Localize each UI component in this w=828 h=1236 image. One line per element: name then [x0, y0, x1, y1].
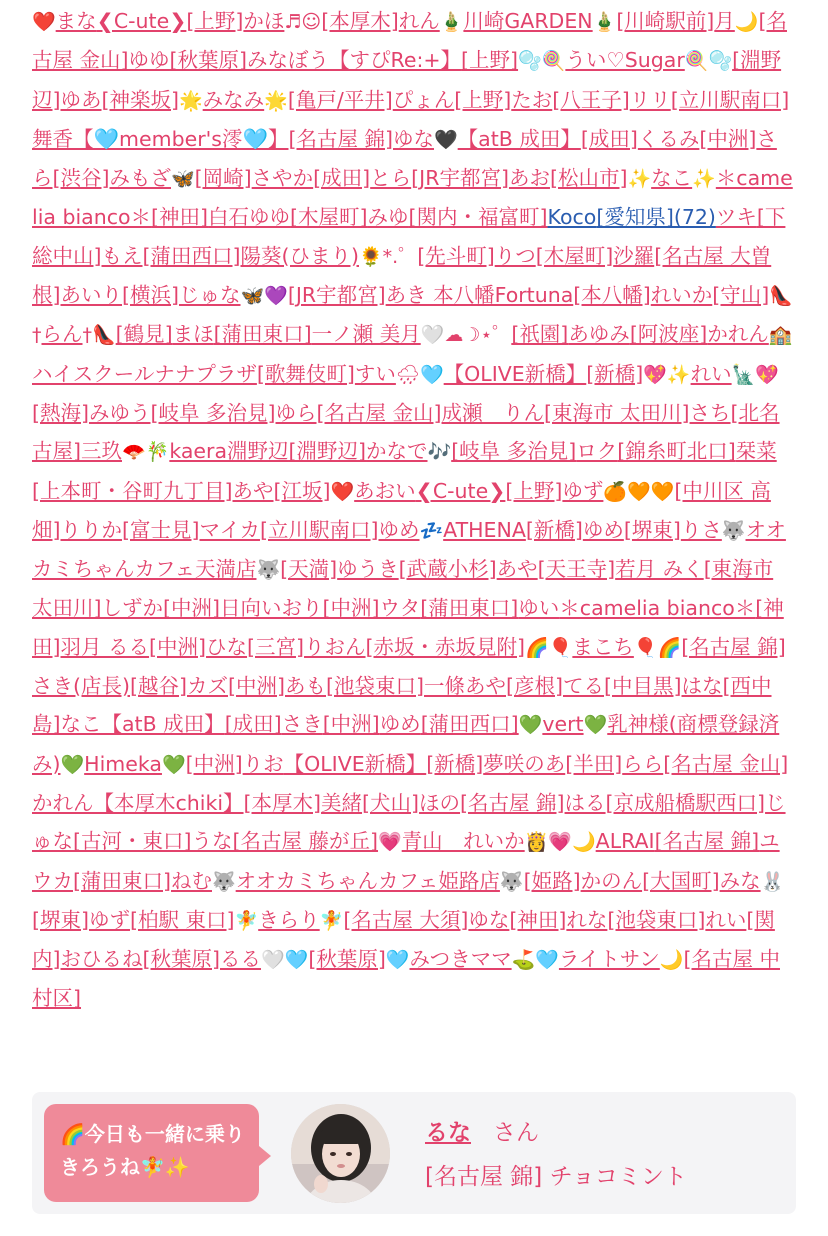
- emoji-icon: 🌙: [734, 11, 759, 33]
- member-link[interactable]: [名古屋 錦]: [654, 829, 760, 854]
- member-link[interactable]: [柏駅 東口]: [130, 907, 235, 932]
- member-link[interactable]: [上野]: [461, 48, 519, 73]
- member-link[interactable]: ゆうき: [337, 557, 399, 582]
- member-link[interactable]: Koco: [547, 205, 597, 230]
- emoji-icon: 👸💗🌙: [524, 831, 596, 854]
- member-link[interactable]: 羽月 るる: [60, 634, 150, 659]
- member-link[interactable]: ❮C-ute❯: [96, 9, 187, 33]
- member-link[interactable]: 一條あや: [424, 674, 506, 699]
- emoji-icon: 🎍: [439, 11, 464, 33]
- member-link[interactable]: ロク: [576, 439, 618, 464]
- member-link[interactable]: [中洲]: [322, 596, 380, 621]
- member-link[interactable]: [中洲]: [699, 126, 757, 151]
- member-link[interactable]: ＊camelia bianco＊: [559, 596, 756, 621]
- member-link[interactable]: あお: [508, 166, 550, 191]
- member-link[interactable]: [天満]: [280, 557, 338, 582]
- member-link[interactable]: おひるね: [60, 947, 143, 972]
- member-link[interactable]: るる: [220, 947, 261, 972]
- member-link[interactable]: たお: [511, 87, 553, 112]
- member-link[interactable]: [名古屋 金山]: [663, 751, 789, 776]
- emoji-icon: ⛳🩵: [511, 949, 559, 972]
- member-link[interactable]: [京成船橋駅西口]: [605, 790, 766, 815]
- member-link[interactable]: [富士見]: [122, 517, 200, 542]
- member-link[interactable]: ユウカ: [32, 829, 780, 893]
- member-link[interactable]: [愛知県](72): [596, 205, 716, 230]
- member-link[interactable]: きらり: [258, 907, 320, 932]
- emoji-icon: ❤️: [32, 11, 56, 33]
- member-link[interactable]: もえ: [101, 243, 143, 268]
- profile-photo-icon: [291, 1104, 390, 1203]
- member-link[interactable]: [名古屋 金山]: [32, 9, 787, 73]
- emoji-icon: 💖✨: [643, 363, 691, 386]
- member-link[interactable]: kaera淵野辺: [169, 439, 289, 464]
- member-link[interactable]: [堺東]: [623, 517, 681, 542]
- member-link[interactable]: [阿波座]: [629, 322, 708, 347]
- member-link[interactable]: [中洲]: [149, 634, 207, 659]
- member-link[interactable]: なこ: [651, 166, 693, 191]
- member-link[interactable]: すい: [354, 361, 396, 386]
- member-link[interactable]: [北名古屋]: [32, 400, 780, 464]
- member-link[interactable]: ウタ: [379, 596, 421, 621]
- member-link[interactable]: かれん: [707, 322, 769, 347]
- member-link[interactable]: りつ: [494, 243, 536, 268]
- member-link[interactable]: 青山 れいか: [401, 829, 525, 854]
- member-link[interactable]: [神楽坂]: [101, 87, 179, 112]
- member-link[interactable]: [渋谷]: [52, 166, 110, 191]
- member-link[interactable]: はな: [681, 674, 723, 699]
- member-link[interactable]: ひな: [206, 634, 248, 659]
- emoji-icon: 🖤: [434, 128, 458, 151]
- emoji-icon: 🪭🎋: [122, 441, 170, 464]
- member-link[interactable]: はる: [564, 790, 606, 815]
- member-link[interactable]: [名古屋 藤が丘]: [232, 829, 379, 854]
- member-link[interactable]: [岐阜 多治見]: [150, 400, 276, 425]
- emoji-icon: 🌙: [659, 949, 684, 972]
- member-link[interactable]: さき(店長): [32, 674, 130, 699]
- member-link[interactable]: まこち: [572, 634, 634, 659]
- member-link[interactable]: みもざ: [109, 166, 171, 191]
- member-link[interactable]: [名古屋 中村区]: [32, 947, 780, 1011]
- member-link[interactable]: ゆい: [518, 596, 560, 621]
- member-link[interactable]: ライトサン: [558, 947, 660, 972]
- member-link[interactable]: リリ: [629, 87, 671, 112]
- member-link[interactable]: 成瀬 りん: [441, 400, 545, 425]
- member-link[interactable]: ゆら: [275, 400, 317, 425]
- member-link[interactable]: マイカ: [199, 517, 260, 542]
- emoji-icon: 💚: [60, 753, 85, 776]
- member-link[interactable]: かれん: [32, 790, 94, 815]
- member-link[interactable]: [彦根]: [506, 674, 563, 699]
- member-link[interactable]: 沙羅: [613, 243, 655, 268]
- member-link[interactable]: ❮C-ute❯: [415, 478, 506, 503]
- member-link[interactable]: みなみ: [202, 87, 265, 112]
- member-link[interactable]: [守山]: [712, 283, 770, 308]
- member-link[interactable]: りりか: [60, 517, 122, 542]
- member-link[interactable]: れい: [705, 907, 747, 932]
- emoji-icon: ☁☽⋆゜: [444, 324, 512, 347]
- member-link[interactable]: [名古屋 大須]: [343, 907, 469, 932]
- member-link[interactable]: かほ: [243, 9, 285, 33]
- honorific: さん: [493, 1120, 539, 1146]
- member-link[interactable]: 一ノ瀬 美月: [311, 322, 421, 347]
- member-link[interactable]: あいり: [60, 283, 122, 308]
- emoji-icon: 🐺: [721, 519, 746, 542]
- member-link[interactable]: 舞香: [32, 126, 73, 151]
- emoji-icon: 🦋: [171, 168, 195, 191]
- emoji-icon: 🍊🧡🧡: [603, 480, 675, 503]
- member-link[interactable]: まほ: [172, 322, 214, 347]
- member-link[interactable]: カズ: [187, 674, 228, 699]
- member-link[interactable]: ゆあ: [60, 87, 102, 112]
- emoji-icon: 🎈🌈: [633, 636, 682, 659]
- member-link[interactable]: さやか: [251, 166, 314, 191]
- member-link[interactable]: まな: [55, 9, 97, 33]
- member-link[interactable]: [成田]: [580, 126, 638, 151]
- member-link[interactable]: [神田]: [32, 596, 784, 659]
- member-link[interactable]: [姫路]: [523, 868, 581, 893]
- member-link[interactable]: らら: [622, 751, 664, 776]
- member-link[interactable]: [秋葉原]: [169, 48, 248, 73]
- member-link[interactable]: [名古屋 錦]: [681, 634, 786, 659]
- member-link[interactable]: [蒲田西口]: [142, 243, 241, 268]
- member-link[interactable]: [木屋町]: [535, 243, 614, 268]
- member-link[interactable]: [中洲]: [322, 712, 380, 737]
- member-link[interactable]: 川崎GARDEN: [463, 9, 593, 33]
- member-link[interactable]: ゆな: [393, 126, 434, 151]
- member-link[interactable]: [犬山]: [362, 790, 420, 815]
- avatar[interactable]: [291, 1104, 390, 1203]
- member-link[interactable]: 月: [714, 9, 735, 33]
- emoji-icon: 🩵: [385, 949, 410, 972]
- member-link[interactable]: [越谷]: [130, 674, 187, 699]
- member-link[interactable]: [神田]: [509, 907, 567, 932]
- member-link[interactable]: みな: [719, 868, 761, 893]
- cast-shop: [名古屋 錦] チョコミント: [425, 1164, 687, 1190]
- member-link[interactable]: 乳神様(商標登録済み): [32, 712, 780, 776]
- emoji-icon: 🦋💜: [240, 285, 288, 308]
- member-link[interactable]: くるみ: [637, 126, 700, 151]
- member-link[interactable]: [錦糸町北口]: [617, 439, 736, 464]
- member-link[interactable]: [西中島]: [32, 674, 772, 737]
- member-link[interactable]: [秋葉原]: [308, 947, 386, 972]
- member-link[interactable]: 【本厚木chiki】: [93, 790, 244, 815]
- member-link[interactable]: とら: [370, 166, 412, 191]
- member-link[interactable]: [中川区 高畑]: [32, 478, 771, 542]
- member-link[interactable]: [蒲田東口]: [420, 596, 519, 621]
- member-link[interactable]: オオカミちゃんカフェ天満店: [32, 517, 786, 582]
- emoji-icon: ✨: [692, 168, 716, 191]
- member-link[interactable]: 【すぴRe:+】: [329, 48, 462, 73]
- member-link[interactable]: うい♡Sugar: [565, 48, 685, 73]
- member-link[interactable]: ゆめ: [379, 712, 421, 737]
- member-link[interactable]: [熱海]: [32, 400, 89, 425]
- member-link[interactable]: あゆみ: [568, 322, 630, 347]
- member-link[interactable]: あも: [285, 674, 326, 699]
- member-link[interactable]: てる: [563, 674, 604, 699]
- emoji-icon: 🏫: [768, 324, 793, 347]
- member-link[interactable]: vert: [542, 712, 584, 737]
- member-link[interactable]: みつきママ: [409, 947, 512, 972]
- emoji-icon: 💚: [161, 753, 186, 776]
- emoji-icon: 💚: [518, 714, 543, 737]
- member-link[interactable]: さち: [689, 400, 731, 425]
- member-link[interactable]: [名古屋 大曽根]: [32, 243, 772, 308]
- member-link[interactable]: [天王寺]: [537, 557, 616, 582]
- emoji-icon: 🐺: [499, 870, 524, 893]
- member-link[interactable]: あや: [232, 478, 274, 503]
- cast-name-link[interactable]: るな: [425, 1120, 471, 1146]
- emoji-icon: 🍭: [684, 50, 709, 73]
- member-link[interactable]: [大国町]: [642, 868, 720, 893]
- member-link[interactable]: ATHENA: [443, 517, 526, 542]
- member-link[interactable]: [三宮]: [247, 634, 305, 659]
- member-link[interactable]: [横浜]: [122, 283, 179, 308]
- member-link[interactable]: じゅな: [32, 790, 786, 854]
- member-link[interactable]: [名古屋 金山]: [316, 400, 442, 425]
- member-link[interactable]: [関内]: [32, 907, 775, 972]
- member-link[interactable]: かのん: [580, 868, 643, 893]
- member-link[interactable]: [成田]: [313, 166, 371, 191]
- member-link[interactable]: りお: [242, 751, 284, 776]
- member-link[interactable]: [名古屋 錦]: [288, 126, 393, 151]
- member-link[interactable]: [池袋東口]: [326, 674, 424, 699]
- member-link[interactable]: [新橋]: [586, 361, 644, 386]
- member-link[interactable]: [上野]: [454, 87, 512, 112]
- emoji-icon: 🗽💖: [731, 363, 779, 386]
- member-link[interactable]: [蒲田西口]: [420, 712, 519, 737]
- member-list: [32, 2, 796, 1018]
- member-link[interactable]: ぴょん: [392, 87, 455, 112]
- member-link[interactable]: りさ: [680, 517, 722, 542]
- member-link[interactable]: [新橋]: [426, 751, 484, 776]
- member-link[interactable]: [蒲田東口]: [213, 322, 312, 347]
- member-link[interactable]: [半田]: [565, 751, 623, 776]
- emoji-icon: 🌻*.゜: [359, 245, 418, 268]
- member-link[interactable]: ゆゆ: [128, 48, 170, 73]
- member-link[interactable]: [中洲]: [163, 596, 220, 621]
- member-link[interactable]: [本八幡]: [573, 283, 651, 308]
- member-link[interactable]: [祇園]: [511, 322, 569, 347]
- member-link[interactable]: 【OLIVE新橋】: [443, 361, 587, 386]
- emoji-icon: 🤍🩵: [261, 949, 309, 972]
- member-link[interactable]: [蒲田東口]: [73, 868, 171, 893]
- member-link[interactable]: うな: [191, 829, 233, 854]
- member-link[interactable]: みゆう: [89, 400, 151, 425]
- emoji-icon: 🎍: [592, 11, 617, 33]
- member-link[interactable]: ほの: [419, 790, 461, 815]
- emoji-icon: ♬☺: [284, 11, 322, 33]
- member-link[interactable]: さら: [32, 126, 777, 191]
- emoji-icon: 💚: [583, 714, 608, 737]
- emoji-icon: 🌟: [264, 89, 288, 112]
- member-link[interactable]: [先斗町]: [417, 243, 495, 268]
- message-bubble: [44, 1104, 259, 1202]
- member-link[interactable]: ＊camelia bianco＊: [32, 166, 793, 230]
- member-link[interactable]: [淵野辺]: [32, 48, 782, 112]
- emoji-icon: 🐺: [212, 870, 236, 893]
- member-link[interactable]: れん: [398, 9, 440, 33]
- member-link[interactable]: あき 本八幡Fortuna: [385, 283, 574, 308]
- member-link[interactable]: あや: [496, 557, 538, 582]
- member-link[interactable]: ゆず: [89, 907, 130, 932]
- member-link[interactable]: [江坂]: [273, 478, 331, 503]
- member-link[interactable]: [松山市]: [549, 166, 628, 191]
- member-link[interactable]: [古河・東口]: [73, 829, 192, 854]
- member-link[interactable]: [赤坂・赤坂見附]: [365, 634, 526, 659]
- member-link[interactable]: [秋葉原]: [142, 947, 220, 972]
- member-link[interactable]: [本厚木]: [243, 790, 322, 815]
- member-link[interactable]: [神田]: [151, 205, 209, 230]
- member-link[interactable]: [新橋]: [525, 517, 583, 542]
- member-link[interactable]: れいか: [650, 283, 713, 308]
- member-link[interactable]: [上野]: [186, 9, 244, 33]
- member-link[interactable]: [立川駅南口]: [259, 517, 379, 542]
- member-link[interactable]: 【🩵member's澪🩵】: [73, 126, 289, 151]
- cast-name-row: [425, 1114, 539, 1147]
- emoji-icon: 🐰: [760, 870, 785, 893]
- member-link[interactable]: 陽葵(ひまり): [240, 243, 359, 268]
- member-link[interactable]: ゆな: [468, 907, 510, 932]
- emoji-icon: ❤️: [330, 480, 355, 503]
- member-link[interactable]: みゆ: [367, 205, 409, 230]
- member-link[interactable]: [岡崎]: [194, 166, 252, 191]
- member-link[interactable]: らん: [41, 322, 83, 347]
- member-link[interactable]: [岐阜 多治見]: [451, 439, 577, 464]
- member-link[interactable]: ねむ: [171, 868, 212, 893]
- member-link[interactable]: ハイスクールナナプラザ: [32, 361, 257, 386]
- member-link[interactable]: しずか: [101, 596, 163, 621]
- message-text: 🌈今日も一緒に乗りきろうね🧚✨: [60, 1122, 245, 1179]
- member-link[interactable]: Himeka: [84, 751, 162, 776]
- member-link[interactable]: ゆめ: [582, 517, 624, 542]
- emoji-icon: 🧚: [234, 909, 259, 932]
- member-link[interactable]: [淵野辺]: [288, 439, 367, 464]
- member-link[interactable]: オオカミちゃんカフェ姫路店: [235, 868, 500, 893]
- member-link[interactable]: [下総中山]: [32, 205, 786, 268]
- emoji-icon: 🧚: [319, 909, 344, 932]
- member-link[interactable]: [JR宇都宮]: [411, 166, 509, 191]
- member-link[interactable]: れな: [566, 907, 608, 932]
- emoji-icon: 🎶: [427, 441, 452, 464]
- member-link[interactable]: ゆめ: [378, 517, 420, 542]
- member-link[interactable]: ツキ: [715, 205, 757, 230]
- member-link[interactable]: [成田]: [224, 712, 282, 737]
- member-link[interactable]: 若月 みく: [615, 557, 704, 582]
- member-link[interactable]: [東海市 太田川]: [544, 400, 690, 425]
- member-link[interactable]: 三玖: [81, 439, 122, 464]
- emoji-icon: 🌈🎈: [525, 636, 573, 659]
- member-link[interactable]: [本厚木]: [321, 9, 399, 33]
- member-link[interactable]: れい: [690, 361, 732, 386]
- emoji-icon: ✨: [627, 168, 652, 191]
- member-link[interactable]: [木屋町]: [290, 205, 368, 230]
- member-link[interactable]: 栞菜: [735, 439, 777, 464]
- emoji-icon: 🐺: [256, 559, 281, 582]
- member-link[interactable]: みなぼう: [247, 48, 330, 73]
- member-link[interactable]: [中洲]: [228, 674, 285, 699]
- member-link[interactable]: [川崎駅前]: [616, 9, 715, 33]
- member-link[interactable]: [名古屋 錦]: [460, 790, 565, 815]
- member-link[interactable]: なこ: [60, 712, 102, 737]
- member-link[interactable]: [立川駅南口]: [670, 87, 790, 112]
- emoji-icon: 🤍: [420, 324, 445, 347]
- member-link[interactable]: [亀戸/平井]: [287, 87, 393, 112]
- member-link[interactable]: りおん: [304, 634, 366, 659]
- emoji-icon: 🌟: [179, 89, 203, 112]
- member-link[interactable]: 【atB 成田】: [457, 126, 581, 151]
- member-link[interactable]: [上本町・谷町九丁目]: [32, 478, 233, 503]
- member-link[interactable]: [関内・福富町]: [408, 205, 548, 230]
- member-link[interactable]: ALRAI: [595, 829, 655, 854]
- member-link[interactable]: [堺東]: [32, 907, 89, 932]
- member-link[interactable]: さき: [281, 712, 323, 737]
- member-link[interactable]: [上野]: [505, 478, 563, 503]
- member-link[interactable]: 日向いおり: [220, 596, 323, 621]
- member-link[interactable]: かなで: [366, 439, 428, 464]
- member-link[interactable]: 【atB 成田】: [101, 712, 225, 737]
- emoji-icon: 🫧: [708, 50, 733, 73]
- member-link[interactable]: ゆず: [562, 478, 604, 503]
- member-link[interactable]: [鶴見]: [115, 322, 173, 347]
- member-link[interactable]: 美緒: [321, 790, 363, 815]
- member-link[interactable]: [JR宇都宮]: [287, 283, 386, 308]
- member-link[interactable]: [池袋東口]: [607, 907, 706, 932]
- member-link[interactable]: [歌舞伎町]: [256, 361, 355, 386]
- member-link[interactable]: [八王子]: [552, 87, 630, 112]
- emoji-icon: †👠: [82, 324, 116, 347]
- member-link[interactable]: [武蔵小杉]: [398, 557, 497, 582]
- emoji-icon: 💗: [378, 831, 402, 854]
- member-link[interactable]: [中洲]: [185, 751, 243, 776]
- member-link[interactable]: 白石ゆゆ: [208, 205, 291, 230]
- member-link[interactable]: [中目黒]: [604, 674, 682, 699]
- member-link[interactable]: 夢咲のあ: [483, 751, 566, 776]
- member-link[interactable]: [東海市 太田川]: [32, 557, 774, 621]
- profile-card: [32, 1092, 796, 1214]
- emoji-icon: 🫧🍭: [518, 50, 566, 73]
- member-link[interactable]: あおい: [354, 478, 416, 503]
- member-link[interactable]: じゅな: [179, 283, 241, 308]
- emoji-icon: 🌧🩵: [395, 363, 444, 386]
- member-link[interactable]: 【OLIVE新橋】: [283, 751, 427, 776]
- emoji-icon: 👠†: [32, 285, 793, 347]
- emoji-icon: 💤: [419, 519, 444, 542]
